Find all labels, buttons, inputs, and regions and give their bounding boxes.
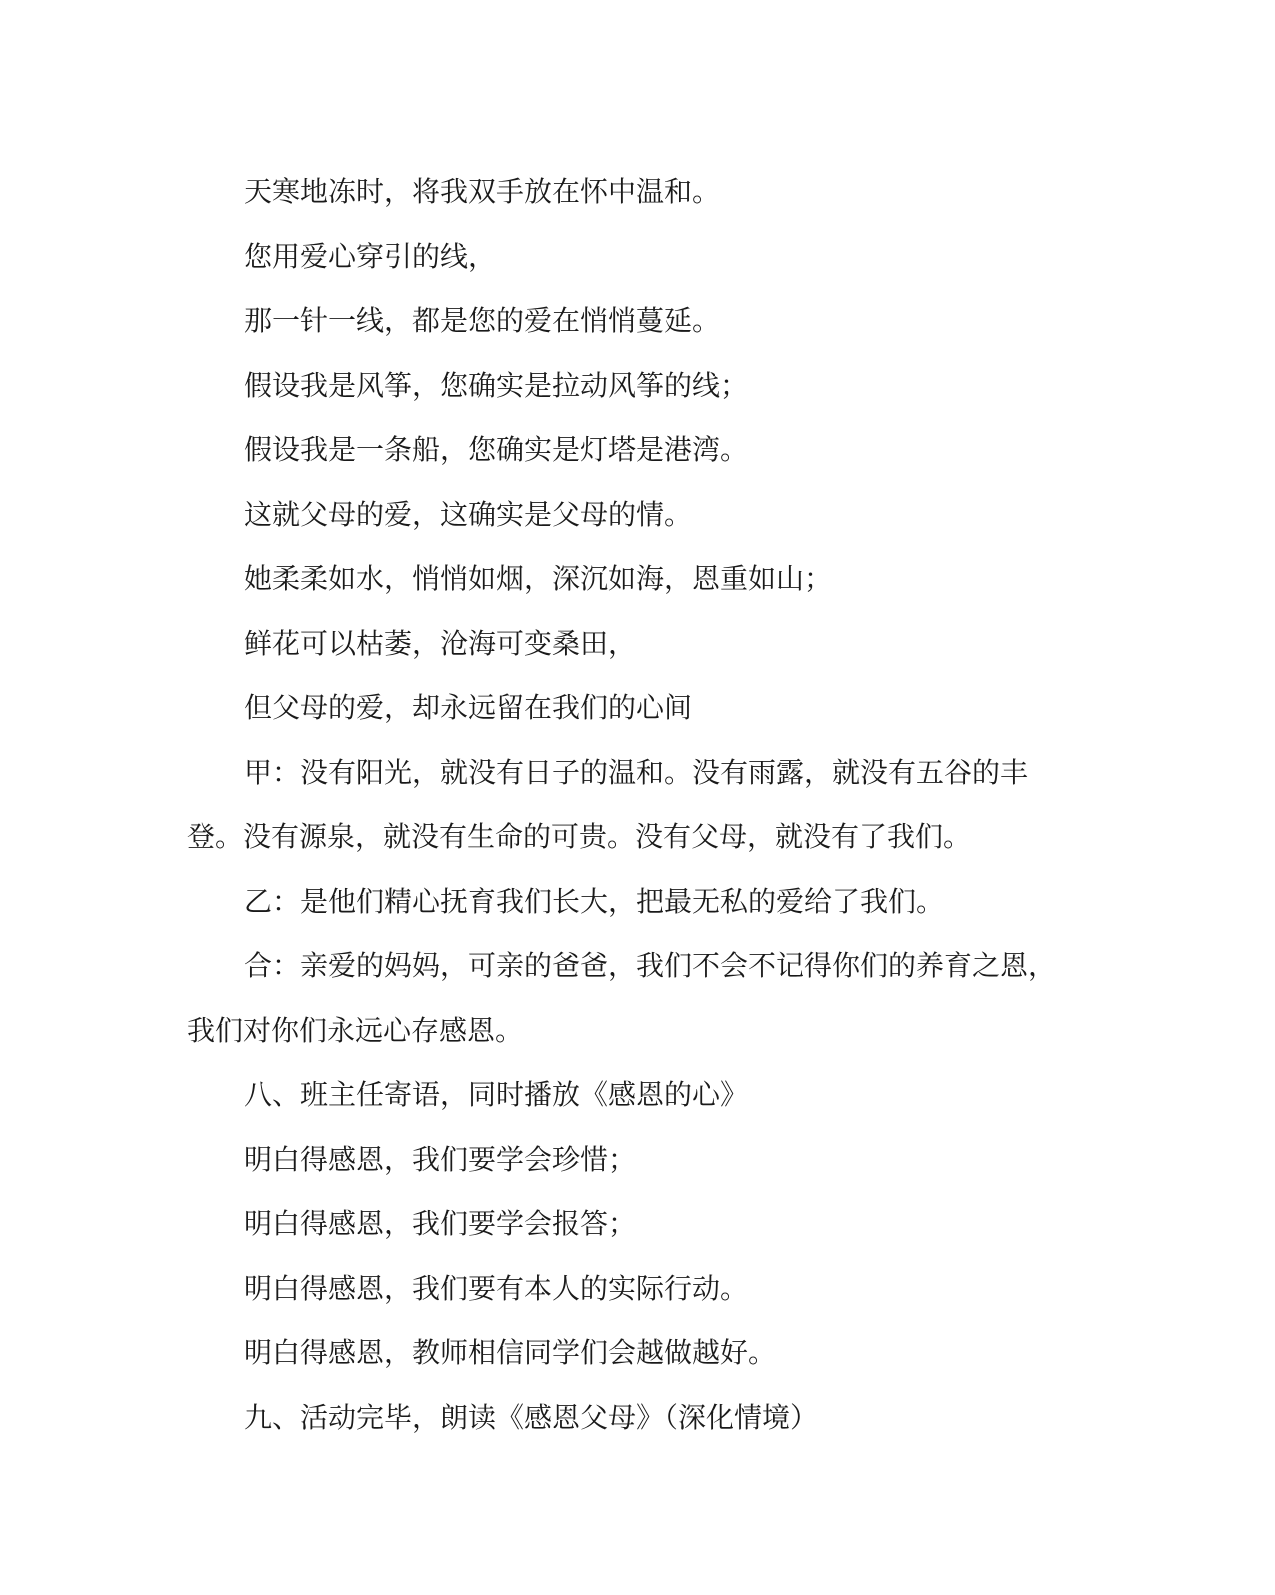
section-heading-9: 九、活动完毕，朗读《感恩父母》（深化情境）	[244, 1400, 819, 1434]
paragraph: 假设我是风筝，您确实是拉动风筝的线；	[244, 368, 749, 402]
paragraph: 明白得感恩，教师相信同学们会越做越好。	[244, 1336, 777, 1369]
paragraph: 但父母的爱，却永远留在我们的心间	[244, 691, 693, 724]
paragraph: 假设我是一条船，您确实是灯塔是港湾。	[244, 433, 749, 466]
section-heading-8: 八、班主任寄语，同时播放《感恩的心》	[244, 1078, 749, 1111]
paragraph: 她柔柔如水，悄悄如烟，深沉如海，恩重如山；	[244, 562, 833, 595]
paragraph: 明白得感恩，我们要学会报答；	[244, 1207, 637, 1240]
paragraph: 天寒地冻时，将我双手放在怀中温和。	[244, 175, 721, 208]
paragraph-dialogue-he: 合：亲爱的妈妈，可亲的爸爸，我们不会不记得你们的养育之恩，我们对你们永远心存感恩。	[187, 949, 1057, 1047]
paragraph-dialogue-yi: 乙：是他们精心抚育我们长大，把最无私的爱给了我们。	[244, 884, 945, 918]
paragraph: 鲜花可以枯萎，沧海可变桑田，	[244, 626, 637, 660]
paragraph: 明白得感恩，我们要学会珍惜；	[244, 1142, 637, 1176]
paragraph: 明白得感恩，我们要有本人的实际行动。	[244, 1271, 749, 1305]
paragraph: 您用爱心穿引的线，	[244, 239, 497, 273]
paragraph: 这就父母的爱，这确实是父母的情。	[244, 497, 693, 531]
paragraph: 那一针一线，都是您的爱在悄悄蔓延。	[244, 304, 721, 337]
document-body	[187, 160, 1067, 1450]
paragraph-dialogue-jia: 甲：没有阳光，就没有日子的温和。没有雨露，就没有五谷的丰登。没有源泉，就没有生命的可贵。没有父母，就没有了我们。	[187, 755, 1029, 853]
